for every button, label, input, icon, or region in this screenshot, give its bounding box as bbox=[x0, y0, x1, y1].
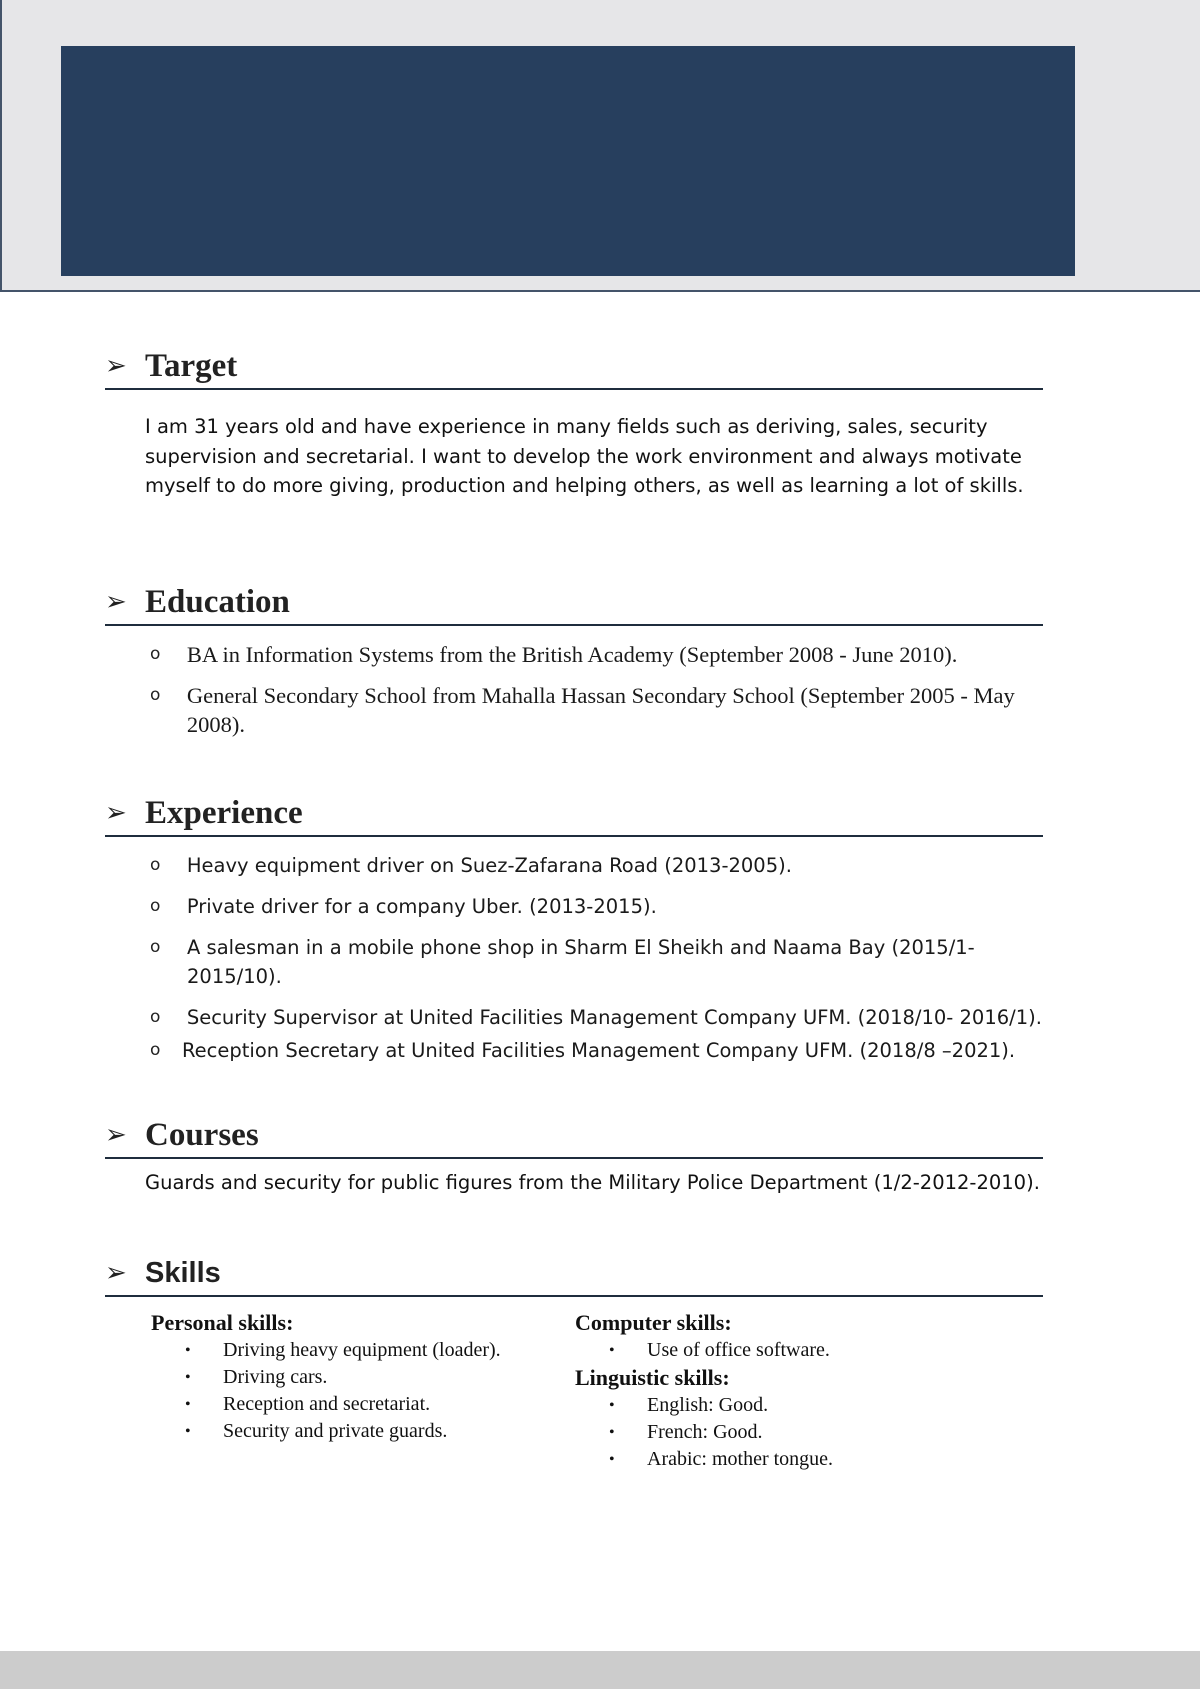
computer-skills-heading: Computer skills: bbox=[575, 1310, 732, 1335]
list-item bbox=[575, 1392, 995, 1419]
experience-list bbox=[105, 851, 1043, 1065]
skill-text: English: Good. bbox=[647, 1394, 769, 1416]
experience-section bbox=[105, 791, 1043, 1065]
experience-item-text: Private driver for a company Uber. (2013-2015). bbox=[186, 895, 657, 918]
education-heading bbox=[105, 580, 1043, 626]
circle-bullet-icon: o bbox=[150, 685, 161, 705]
list-item bbox=[105, 851, 1043, 880]
personal-skills-column bbox=[105, 1309, 575, 1473]
skills-heading bbox=[105, 1251, 1043, 1297]
experience-item-text: Reception Secretary at United Facilities Management Company UFM. (2018/8 –2021). bbox=[182, 1039, 1016, 1062]
list-item bbox=[151, 1364, 575, 1391]
skills-section bbox=[105, 1251, 1043, 1473]
footer-band bbox=[0, 1651, 1200, 1689]
skill-text: Reception and secretariat. bbox=[223, 1393, 431, 1415]
skill-text: Use of office software. bbox=[647, 1339, 830, 1361]
dot-bullet-icon: • bbox=[609, 1342, 615, 1359]
target-section bbox=[105, 344, 1043, 501]
section-title: Education bbox=[145, 583, 290, 620]
dot-bullet-icon: • bbox=[609, 1451, 615, 1468]
section-title: Skills bbox=[145, 1256, 221, 1289]
list-item bbox=[151, 1418, 575, 1445]
experience-heading bbox=[105, 791, 1043, 837]
dot-bullet-icon: • bbox=[185, 1369, 191, 1386]
dot-bullet-icon: • bbox=[185, 1342, 191, 1359]
circle-bullet-icon: o bbox=[150, 1040, 161, 1060]
linguistic-skills-heading: Linguistic skills: bbox=[575, 1365, 730, 1390]
experience-item-text: A salesman in a mobile phone shop in Sharm El Sheikh and Naama Bay (2015/1-2015/10). bbox=[187, 936, 975, 988]
header-name-block bbox=[61, 46, 1075, 276]
target-heading bbox=[105, 344, 1043, 390]
dot-bullet-icon: • bbox=[185, 1396, 191, 1413]
list-item bbox=[105, 640, 1043, 669]
experience-item-text: Security Supervisor at United Facilities Management Company UFM. (2018/10- 2016/1). bbox=[186, 1006, 1042, 1029]
personal-skills-heading: Personal skills: bbox=[151, 1310, 294, 1335]
list-item bbox=[575, 1337, 995, 1364]
circle-bullet-icon: o bbox=[150, 855, 161, 875]
circle-bullet-icon: o bbox=[150, 1007, 161, 1027]
personal-skills-list bbox=[151, 1337, 575, 1445]
list-item bbox=[105, 681, 1043, 739]
education-section bbox=[105, 580, 1043, 739]
skill-text: Security and private guards. bbox=[223, 1420, 448, 1442]
list-item bbox=[105, 892, 1043, 921]
skills-body bbox=[105, 1309, 1043, 1473]
courses-text: Guards and security for public figures from the Military Police Department (1/2-2012-2010). bbox=[145, 1171, 1040, 1194]
skill-text: Arabic: mother tongue. bbox=[647, 1448, 834, 1470]
arrow-bullet-icon: ➢ bbox=[105, 1120, 127, 1150]
list-item bbox=[105, 933, 1043, 991]
experience-item-text: Heavy equipment driver on Suez-Zafarana Road (2013-2005). bbox=[186, 854, 792, 877]
section-title: Target bbox=[145, 347, 238, 384]
circle-bullet-icon: o bbox=[150, 644, 161, 664]
education-list bbox=[105, 640, 1043, 739]
section-title: Experience bbox=[145, 794, 303, 831]
dot-bullet-icon: • bbox=[185, 1423, 191, 1440]
target-text: I am 31 years old and have experience in many fields such as deriving, sales, security supervision and secretarial. I want to develop the work environment and always motivate myself to do more giving, production and helping others, as well as learning a lot of skills. bbox=[145, 415, 1024, 497]
linguistic-skills-list bbox=[575, 1392, 995, 1473]
list-item bbox=[575, 1419, 995, 1446]
circle-bullet-icon: o bbox=[150, 937, 161, 957]
computer-skills-list bbox=[575, 1337, 995, 1364]
arrow-bullet-icon: ➢ bbox=[105, 798, 127, 828]
dot-bullet-icon: • bbox=[609, 1397, 615, 1414]
list-item bbox=[151, 1391, 575, 1418]
computer-linguistic-column bbox=[575, 1309, 995, 1473]
education-item-text: General Secondary School from Mahalla Hassan Secondary School (September 2005 - May 2008). bbox=[186, 683, 1015, 737]
courses-heading bbox=[105, 1113, 1043, 1159]
skill-text: French: Good. bbox=[647, 1421, 763, 1443]
dot-bullet-icon: • bbox=[609, 1424, 615, 1441]
arrow-bullet-icon: ➢ bbox=[105, 1258, 127, 1288]
list-item bbox=[105, 1003, 1043, 1032]
arrow-bullet-icon: ➢ bbox=[105, 351, 127, 381]
arrow-bullet-icon: ➢ bbox=[105, 587, 127, 617]
skill-text: Driving heavy equipment (loader). bbox=[223, 1339, 501, 1361]
circle-bullet-icon: o bbox=[150, 896, 161, 916]
section-title: Courses bbox=[145, 1116, 259, 1153]
education-item-text: BA in Information Systems from the British Academy (September 2008 - June 2010). bbox=[186, 642, 958, 667]
list-item bbox=[575, 1446, 995, 1473]
list-item bbox=[151, 1337, 575, 1364]
list-item bbox=[105, 1036, 1043, 1065]
skill-text: Driving cars. bbox=[223, 1366, 328, 1388]
courses-section bbox=[105, 1113, 1043, 1197]
